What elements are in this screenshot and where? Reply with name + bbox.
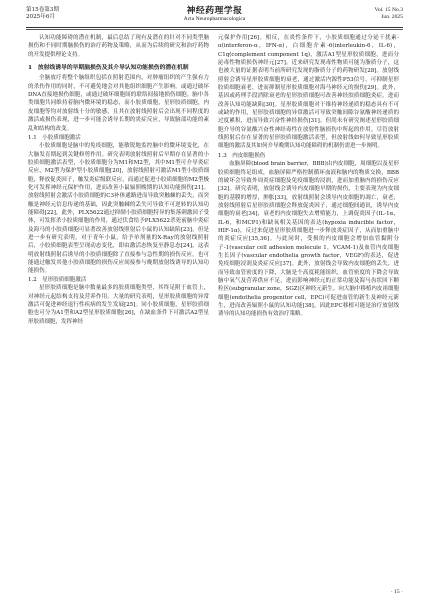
paragraph-1-2: 星形胶质细胞是脑中数量最多的胶质细胞类型，其终足附于血管上，对神经元起结构支持及营养作用。大量的研究表明，星形胶质细胞的异常激活可促进神经退行性疾病的发生发展[25]。同小胶质细胞，星形胶质细胞也可分为A1型和A2型星形胶质细胞[26]，在缺血条件下可激活A2型星形胶质细胞，发挥神经 <box>28 285 209 325</box>
header-rule <box>26 27 403 28</box>
subsection-heading-1-2: 1.2 星形胶质细胞激活 <box>28 276 87 283</box>
running-header <box>26 6 403 28</box>
header-center <box>26 6 403 23</box>
header-volume-en: Vol. 15 No.3 <box>374 7 403 13</box>
header-date-cn: 2025年6月 <box>26 14 55 21</box>
section-1-paragraph: 全脑放疗将整个脑组织包括在照射范围内，对肿瘤组织的产生强有力的杀伤作用的同时，不可避免地会对其他组织细胞产生影响，或通过破坏DNA直接地损伤细胞，或通过破坏细胞间的联络间接地损伤细胞。脑中各类细胞共同维持着脑内微环境的稳态，而小胶质细胞，星形胶质细胞，内皮细胞等均对放射线十分的敏感，且其在放射线照射后会出现不同程度的激活或损伤表现，进一步可能会诱导长期的炎症反应，导致脑部功能的紊乱和结构的改变。 <box>28 75 209 132</box>
subsection-heading-1-1: 1.1 小胶质细胞激活 <box>28 134 81 141</box>
paragraph-1-1: 小胶质细胞是脑中的免疫细胞，能敏锐地监控脑中的微环境变化，在大脑发育期起到关键修剪作用。研究表明放射线照射后早期存在显著的小胶质细胞激活表型，小胶质细胞分为M1和M2型，其中M1型可介导炎症反应，M2型为保护型小胶质细胞[20]，放射线照射可激活M1型小胶质细胞，释放促炎因子，触发炎症级联反应，而通过促进小胶质细胞的M2型极化可发挥神经元保护作用，进而改善小鼠辐照晚期的认知功能损伤[21]。放射线照射会激活小胶质细胞的C3补体通路进而导致突触棘的丢失，而突触是神经元信息传递的基础，因此突触棘的丢失可导致不可逆转的认知功能障碍[22]，此外，PLX5622通过抑制小胶质细胞特异的集落刺激因子受体，可发挥杀小胶质细胞的作用，通过伏食给予PLX5622杀死前脑中炎症及海马的小胶质细胞可显著改善放射线照射后小鼠的认知缺陷[23]。但是进一步有研究表明，对于青年小鼠，给予单剂量的X-Ray的放射线照射后，小胶质细胞表型呈现动态变化，即由激活态恢复至静息态[24]，这表明放射线照射后诱导的小胶质细胞除了直接参与急性期的损伤反应，也可能通过触发其他小胶质细胞的损伤反应间接参与晚期放射线诱导的认知功能损伤。 <box>28 143 209 275</box>
section-heading-1: 1 放射线诱导的早期脑损伤及其介导认知功能损伤的潜在机制 <box>28 65 189 72</box>
page-number: · 15 · <box>390 589 403 595</box>
left-column <box>28 34 209 326</box>
journal-title-en: Acta Neuropharmacologica <box>183 16 246 22</box>
header-rule-thin <box>26 29 403 30</box>
right-column <box>218 34 399 319</box>
header-volume-cn: 第15卷第3期 <box>26 7 60 13</box>
paragraph-1-3: 血脑屏障(blood brain barrier，BBB)由内皮细胞，周细胞以及星形胶质细胞终足组成，血脑屏障严格控制循环血液和脑内的物质交换，BBB的破坏会导致外周炎症细胞及免疫细胞的浸润，进而加重脑内的损伤反应[32]。研究表明，放射线会诱导内皮细胞早期的损伤，主要表现为内皮细胞的基膜的增厚，肿胀[33]，放射线照射会诱导内皮细胞的凋亡，衰老，放射线照射后星形胶质细胞会释放促炎因子，通过细胞间通讯，诱导内皮细胞的衰老[34]，衰老的内皮细胞失去增殖能力，上调促炎因子(IL-1α，IL-6，和MCP1)和缺氧相关基因的表达(hypoxia inducible factor，HIF-1α)，反过来促进星形胶质细胞进一步释放炎症因子，从而加重脑中的炎症反应[35,36]。与此同时，受损的内皮细胞会增加血管黏附分子-1(vascular cell adhesion molecule 1，VCAM-1)及血管内皮细胞生长因子(vascular endothelia growth factor，VEGF)的表达，促进免疫细胞浸润及炎症反应[37]。此外，放射线会导致内皮细胞的丢失，进而导致血管密度的下降，大脑是个高度耗能组织，血管密度的下降会导致脑中氧气及营养供应不足，进而影响神经元的正常功能及海马齿状回下颗粒区(subgranular zone，SGZ)区神经元新生。向大脑中移植内皮祖细胞细胞(endothelia progenitor cell，EPC)可促进血管的新生及神经元新生，进而改善辐照小鼠的认知功能[38]。因此EPC移植可能是治疗放射线诱导的认知功能损伤有效治疗策略。 <box>218 161 399 318</box>
header-right <box>375 7 404 21</box>
subsection-heading-1-3: 1.3 内皮细胞损伤 <box>218 152 266 159</box>
intro-paragraph: 认知功能障碍的潜在机制，最后总结了现有及潜在的针对不同类型脑损伤和不同时期脑损伤的治疗药物及策略，从而为后续的研究和治疗药物的开发提供理论支持。 <box>28 35 209 58</box>
header-date-en: Jun. 2025 <box>381 14 403 21</box>
paragraph-1-2-continued: 元保护作用[26]。相反，在炎性条件下，小胶质细胞通过分泌干扰素-α(interferon-α，IFN-α)，白细胞介素-6(interleukin-6，IL-6)，C1q(complement component 1q)，激活A1型星形胶质细胞，进而分泌毒性物质损伤神经元[27]。近来研究发现毒性物质可能为脂质分子，这也被大量的证据表明当前所研究发现的脂质分子的药物研发[28]。放射线照射会诱导星形胶质细胞的衰老，通过激活内源性P53信号，可抑制星形胶质细胞衰老，进而抑制星形胶质细胞对海马神经元的损伤[29]。此外，基因或药理手段消除衰老的星形胶质细胞可改善神经胶质细胞炎症，进而改善认知功能缺陷[30]。星形胶质细胞对于维持神经递质的稳态具有不可或缺的作用，星形胶质细胞的异常激活可导致突触间隙谷氨酸神经递质的过度累积，进而导致兴奋性神经损伤[31]。但尚未有研究阐述星形胶质细胞介导的谷氨酸兴奋性神经毒性在放射性脑损伤中所起的作用。尽管放射线照射后存在显著的星形胶质细胞激活表型，但放射线如何导致星形胶质细胞的激活及其如何介导晚期认知功能障碍的机制仍需进一步阐明。 <box>218 35 399 150</box>
journal-title-cn: 神经药理学报 <box>186 6 243 16</box>
